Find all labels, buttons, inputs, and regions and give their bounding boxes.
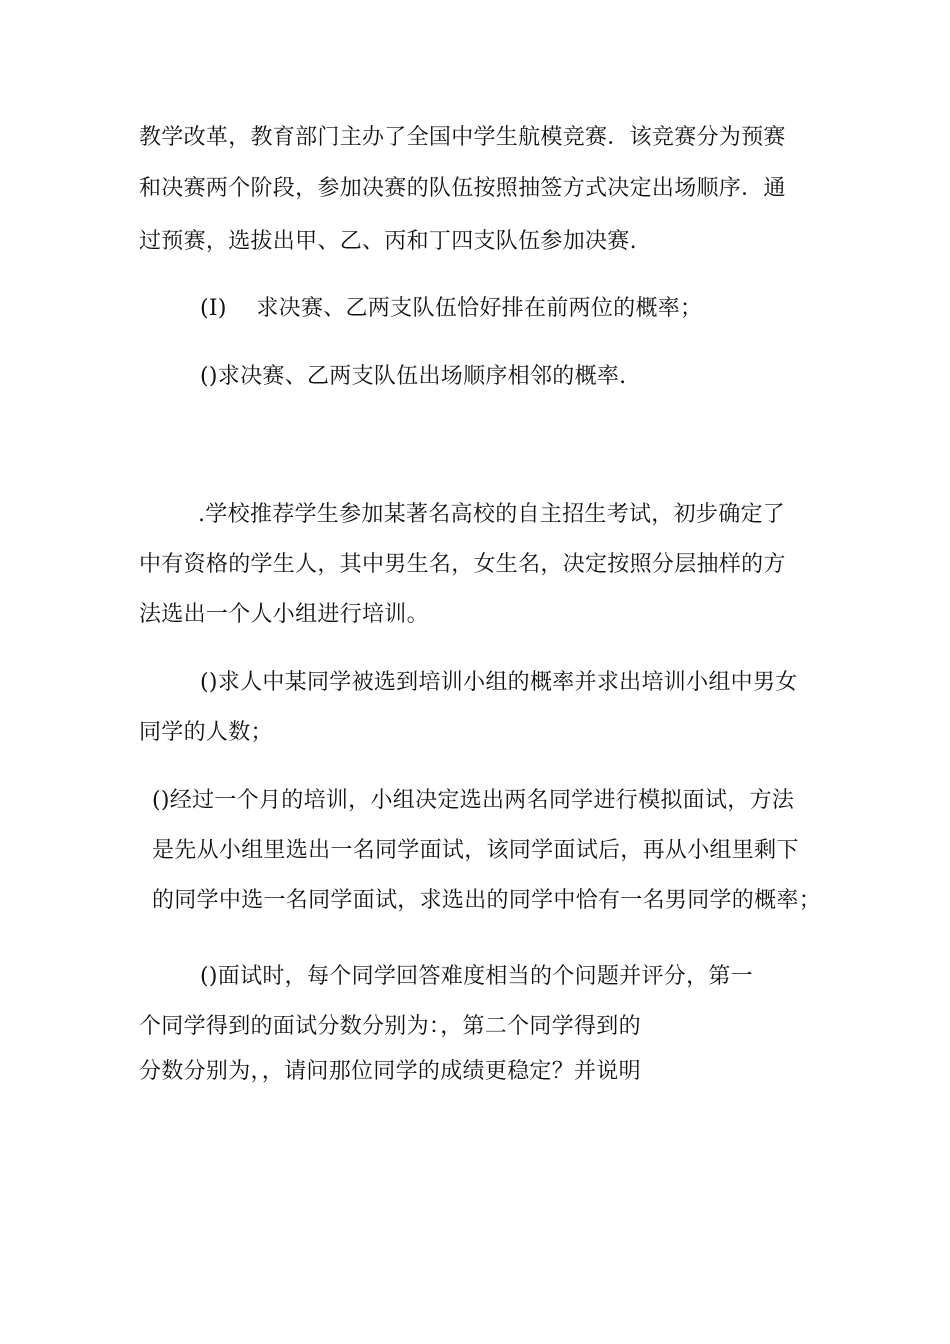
problem2-text-line1: .学校推荐学生参加某著名高校的自主招生考试，初步确定了: [198, 502, 786, 527]
problem2-part2-line3: 的同学中选一名同学面试，求选出的同学中恰有一名男同学的概率；: [152, 888, 822, 913]
problem2-part2-line2: 是先从小组里选出一名同学面试，该同学面试后，再从小组里剩下: [152, 838, 799, 863]
problem1-text-line3: 过预赛，选拔出甲、乙、丙和丁四支队伍参加决赛.: [139, 229, 637, 254]
problem1-part1: (I) 求决赛、乙两支队伍恰好排在前两位的概率；: [200, 296, 703, 321]
problem2-part2-line1: ()经过一个月的培训，小组决定选出两名同学进行模拟面试，方法: [152, 788, 795, 813]
problem1-part2: ()求决赛、乙两支队伍出场顺序相邻的概率.: [200, 364, 627, 389]
problem2-text-line2: 中有资格的学生人，其中男生名，女生名，决定按照分层抽样的方: [139, 552, 786, 577]
problem2-part3-line3: 分数分别为，，请问那位同学的成绩更稳定？并说明: [139, 1059, 641, 1084]
problem2-part3-line2: 个同学得到的面试分数分别为：，第二个同学得到的: [139, 1014, 641, 1039]
problem1-text-line2: 和决赛两个阶段，参加决赛的队伍按照抽签方式决定出场顺序．通: [139, 176, 786, 201]
problem2-text-line3: 法选出一个人小组进行培训。: [139, 602, 429, 627]
problem2-part1-line2: 同学的人数；: [139, 720, 273, 745]
problem1-text-line1: 教学改革，教育部门主办了全国中学生航模竞赛．该竞赛分为预赛: [139, 125, 786, 150]
problem2-part3-line1: ()面试时，每个同学回答难度相当的个问题并评分，第一: [200, 964, 753, 989]
problem2-part1-line1: ()求人中某同学被选到培训小组的概率并求出培训小组中男女: [200, 670, 798, 695]
